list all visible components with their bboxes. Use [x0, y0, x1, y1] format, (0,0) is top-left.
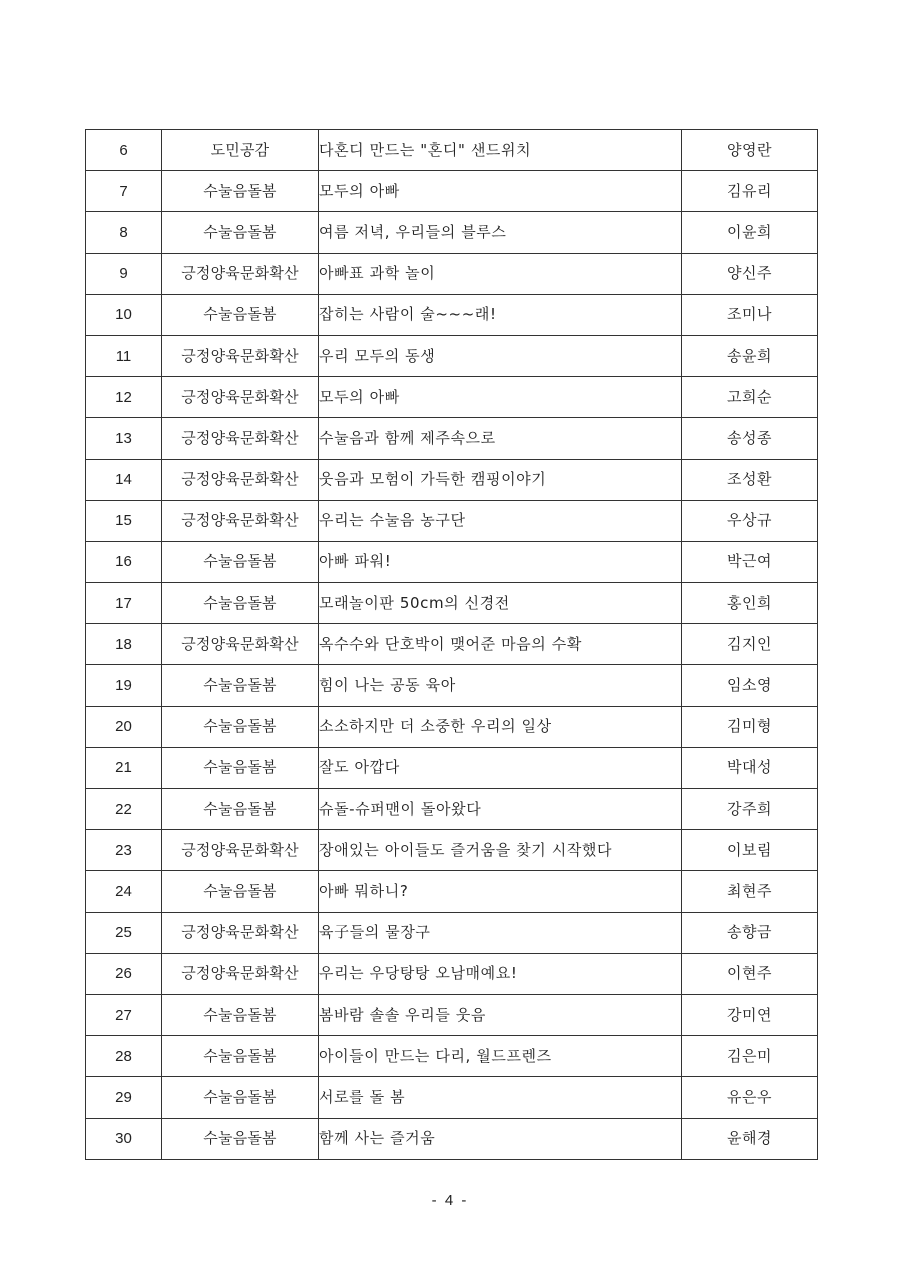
entry-title: 힘이 나는 공동 육아	[319, 665, 682, 706]
row-number: 17	[86, 583, 162, 624]
entry-title: 잡히는 사람이 술~~~래!	[319, 294, 682, 335]
entry-title: 함께 사는 즐거움	[319, 1118, 682, 1159]
entry-title: 모래놀이판 50cm의 신경전	[319, 583, 682, 624]
row-number: 13	[86, 418, 162, 459]
table-row	[86, 830, 818, 871]
program-category: 긍정양육문화확산	[162, 377, 319, 418]
row-number: 18	[86, 624, 162, 665]
row-number: 26	[86, 953, 162, 994]
entry-title: 웃음과 모험이 가득한 캠핑이야기	[319, 459, 682, 500]
program-category: 수눌음돌봄	[162, 789, 319, 830]
author-name: 강미연	[682, 994, 818, 1035]
author-name: 박근여	[682, 541, 818, 582]
entry-title: 아빠표 과학 놀이	[319, 253, 682, 294]
table-row	[86, 871, 818, 912]
program-category: 수눌음돌봄	[162, 1077, 319, 1118]
author-name: 김미형	[682, 706, 818, 747]
author-name: 송성종	[682, 418, 818, 459]
entry-title: 육子들의 물장구	[319, 912, 682, 953]
table-row	[86, 335, 818, 376]
table-row	[86, 1118, 818, 1159]
entry-title: 모두의 아빠	[319, 171, 682, 212]
table-row	[86, 789, 818, 830]
row-number: 29	[86, 1077, 162, 1118]
program-category: 긍정양육문화확산	[162, 830, 319, 871]
author-name: 홍인희	[682, 583, 818, 624]
table-row	[86, 541, 818, 582]
entries-table	[85, 129, 818, 1160]
row-number: 30	[86, 1118, 162, 1159]
entry-title: 수눌음과 함께 제주속으로	[319, 418, 682, 459]
program-category: 긍정양육문화확산	[162, 912, 319, 953]
author-name: 최현주	[682, 871, 818, 912]
entry-title: 우리는 우당탕탕 오남매예요!	[319, 953, 682, 994]
row-number: 14	[86, 459, 162, 500]
author-name: 송윤희	[682, 335, 818, 376]
table-row	[86, 294, 818, 335]
table-row	[86, 994, 818, 1035]
author-name: 우상규	[682, 500, 818, 541]
table-row	[86, 130, 818, 171]
entry-title: 우리 모두의 동생	[319, 335, 682, 376]
entry-title: 모두의 아빠	[319, 377, 682, 418]
author-name: 양신주	[682, 253, 818, 294]
entry-title: 다혼디 만드는 "혼디" 샌드위치	[319, 130, 682, 171]
author-name: 김은미	[682, 1036, 818, 1077]
program-category: 수눌음돌봄	[162, 871, 319, 912]
table-row	[86, 953, 818, 994]
program-category: 수눌음돌봄	[162, 212, 319, 253]
program-category: 긍정양육문화확산	[162, 624, 319, 665]
author-name: 이보림	[682, 830, 818, 871]
table-row	[86, 171, 818, 212]
entry-title: 여름 저녁, 우리들의 블루스	[319, 212, 682, 253]
author-name: 조성환	[682, 459, 818, 500]
program-category: 수눌음돌봄	[162, 1036, 319, 1077]
table-row	[86, 912, 818, 953]
row-number: 19	[86, 665, 162, 706]
entry-title: 슈돌-슈퍼맨이 돌아왔다	[319, 789, 682, 830]
author-name: 박대성	[682, 747, 818, 788]
program-category: 수눌음돌봄	[162, 706, 319, 747]
row-number: 21	[86, 747, 162, 788]
row-number: 15	[86, 500, 162, 541]
table-row	[86, 253, 818, 294]
row-number: 16	[86, 541, 162, 582]
row-number: 24	[86, 871, 162, 912]
author-name: 강주희	[682, 789, 818, 830]
entry-title: 서로를 돌 봄	[319, 1077, 682, 1118]
table-row	[86, 377, 818, 418]
author-name: 윤해경	[682, 1118, 818, 1159]
author-name: 양영란	[682, 130, 818, 171]
table-row	[86, 706, 818, 747]
program-category: 수눌음돌봄	[162, 747, 319, 788]
row-number: 8	[86, 212, 162, 253]
table-row	[86, 665, 818, 706]
entry-title: 소소하지만 더 소중한 우리의 일상	[319, 706, 682, 747]
table-row	[86, 500, 818, 541]
row-number: 23	[86, 830, 162, 871]
entry-title: 아이들이 만드는 다리, 월드프렌즈	[319, 1036, 682, 1077]
table-row	[86, 459, 818, 500]
row-number: 11	[86, 335, 162, 376]
author-name: 유은우	[682, 1077, 818, 1118]
program-category: 긍정양육문화확산	[162, 459, 319, 500]
author-name: 이현주	[682, 953, 818, 994]
program-category: 긍정양육문화확산	[162, 500, 319, 541]
author-name: 이윤희	[682, 212, 818, 253]
entry-title: 옥수수와 단호박이 맺어준 마음의 수확	[319, 624, 682, 665]
program-category: 긍정양육문화확산	[162, 335, 319, 376]
row-number: 25	[86, 912, 162, 953]
row-number: 20	[86, 706, 162, 747]
row-number: 6	[86, 130, 162, 171]
table-row	[86, 747, 818, 788]
table-row	[86, 212, 818, 253]
table-row	[86, 1036, 818, 1077]
entry-title: 장애있는 아이들도 즐거움을 찾기 시작했다	[319, 830, 682, 871]
author-name: 김유리	[682, 171, 818, 212]
table-row	[86, 1077, 818, 1118]
row-number: 27	[86, 994, 162, 1035]
table-row	[86, 624, 818, 665]
program-category: 수눌음돌봄	[162, 541, 319, 582]
program-category: 수눌음돌봄	[162, 294, 319, 335]
program-category: 수눌음돌봄	[162, 665, 319, 706]
row-number: 28	[86, 1036, 162, 1077]
entry-title: 우리는 수눌음 농구단	[319, 500, 682, 541]
entry-title: 잘도 아깝다	[319, 747, 682, 788]
entry-title: 아빠 뭐하니?	[319, 871, 682, 912]
author-name: 조미나	[682, 294, 818, 335]
program-category: 도민공감	[162, 130, 319, 171]
page-number: - 4 -	[431, 1192, 469, 1209]
program-category: 수눌음돌봄	[162, 994, 319, 1035]
program-category: 수눌음돌봄	[162, 583, 319, 624]
row-number: 7	[86, 171, 162, 212]
row-number: 12	[86, 377, 162, 418]
row-number: 10	[86, 294, 162, 335]
program-category: 긍정양육문화확산	[162, 418, 319, 459]
program-category: 수눌음돌봄	[162, 1118, 319, 1159]
author-name: 김지인	[682, 624, 818, 665]
row-number: 22	[86, 789, 162, 830]
table-row	[86, 418, 818, 459]
author-name: 임소영	[682, 665, 818, 706]
author-name: 고희순	[682, 377, 818, 418]
program-category: 긍정양육문화확산	[162, 253, 319, 294]
program-category: 긍정양육문화확산	[162, 953, 319, 994]
entry-title: 봄바람 솔솔 우리들 웃음	[319, 994, 682, 1035]
entries-table-body	[86, 130, 818, 1160]
entry-title: 아빠 파워!	[319, 541, 682, 582]
table-row	[86, 583, 818, 624]
row-number: 9	[86, 253, 162, 294]
author-name: 송향금	[682, 912, 818, 953]
program-category: 수눌음돌봄	[162, 171, 319, 212]
